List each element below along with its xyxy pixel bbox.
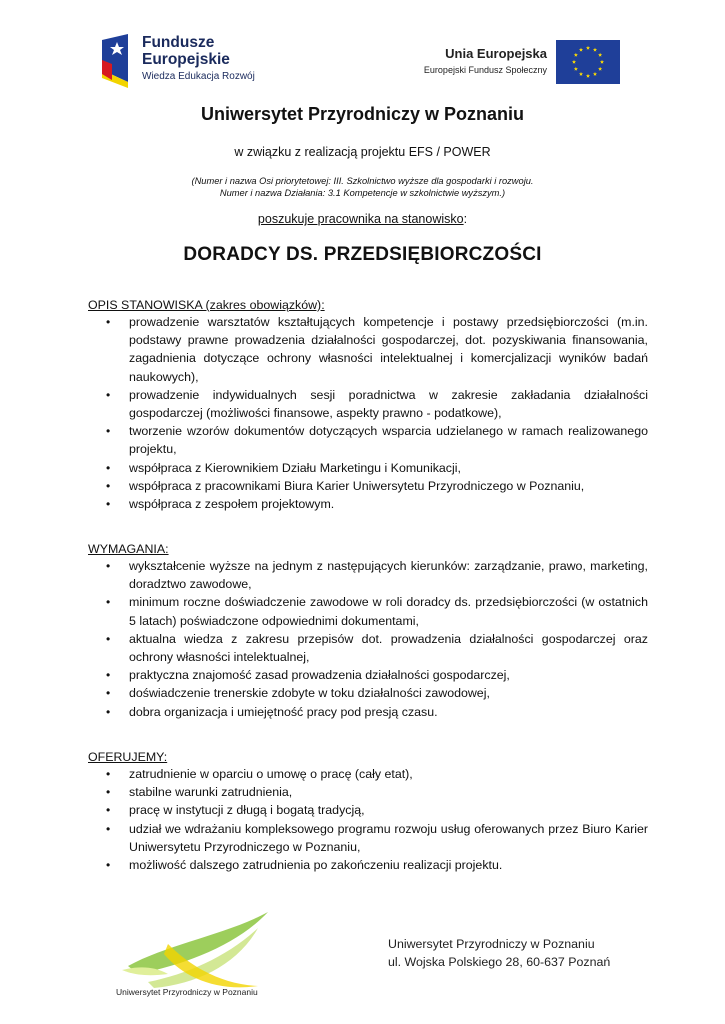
list-item-text: możliwość dalszego zatrudnienia po zakończeniu realizacji projektu. — [129, 858, 503, 873]
list-item — [88, 422, 648, 458]
list-item-text: stabilne warunki zatrudnienia, — [129, 785, 293, 800]
bullet-icon: • — [106, 559, 111, 573]
list-item-text: praktyczna znajomość zasad prowadzenia działalności gospodarczej, — [129, 668, 510, 683]
list-item-text: prowadzenie indywidualnych sesji poradnictwa w zakresie zakładania działalności gospodarczej (możliwości finansowe, aspekty prawno - podatkowe), — [129, 387, 648, 421]
bullet-icon: • — [106, 686, 111, 701]
bullet-icon: • — [106, 858, 111, 873]
bullet-icon: • — [106, 478, 111, 493]
priority-axis-note: (Numer i nazwa Osi priorytetowej: III. Szkolnictwo wyższe dla gospodarki i rozwoju. Numer i nazwa Działania: 3.1 Kompetencje w szkolnictwie wyższym.) — [191, 176, 534, 198]
footer-address-line1: Uniwersytet Przyrodniczy w Poznaniu — [388, 937, 595, 951]
list-item — [88, 495, 648, 513]
footer-address-line2: ul. Wojska Polskiego 28, 60-637 Poznań — [388, 955, 611, 969]
bullet-icon: • — [106, 668, 111, 683]
fe-logo-title: Fundusze Europejskie — [142, 34, 230, 68]
list-item-text: prowadzenie warsztatów kształtujących kompetencje i postawy przedsiębiorczości (m.in. podstawy prawne prowadzenia działalności gospodarczej, dot. pozyskiwania finansowania, zagadnienia dotyczące ochrony własności intelektualnej i komercjalizacji wyników badań naukowych), — [129, 315, 648, 384]
bullet-icon: • — [106, 767, 111, 781]
list-item-text: doświadczenie trenerskie zdobyte w toku działalności zawodowej, — [129, 686, 490, 701]
list-item-text: współpraca z zespołem projektowym. — [129, 497, 335, 512]
ue-logo-title: Unia Europejska — [445, 46, 547, 61]
list-item — [88, 666, 648, 684]
list-item — [88, 386, 648, 422]
bullet-icon: • — [106, 595, 111, 610]
list-item-text: wykształcenie wyższe na jednym z następujących kierunków: zarządzanie, prawo, marketing, doradztwo zawodowe, — [129, 559, 648, 592]
bullet-icon: • — [106, 785, 111, 800]
offer-list — [88, 765, 648, 874]
list-item — [88, 459, 648, 477]
list-item-text: pracę w instytucji z długą i bogatą tradycją, — [129, 803, 365, 818]
list-item — [88, 820, 648, 856]
eu-flag-icon — [556, 40, 620, 84]
duties-list — [88, 313, 648, 513]
list-item — [88, 703, 648, 721]
footer-logo-caption: Uniwersytet Przyrodniczy w Poznaniu — [116, 987, 258, 997]
list-item — [88, 630, 648, 666]
bullet-icon: • — [106, 821, 111, 836]
list-item — [88, 765, 648, 783]
list-item — [88, 477, 648, 495]
list-item — [88, 856, 648, 874]
list-item-text: aktualna wiedza z zakresu przepisów dot. prowadzenia działalności gospodarczej oraz ochrony własności intelektualnej, — [129, 631, 648, 665]
bullet-icon: • — [106, 460, 111, 475]
bullet-icon: • — [106, 315, 111, 329]
list-item-text: tworzenie wzorów dokumentów dotyczących wsparcia udzielanego w ramach realizowanego projektu, — [129, 424, 648, 457]
duties-heading: OPIS STANOWISKA (zakres obowiązków): — [88, 298, 325, 312]
list-item — [88, 783, 648, 801]
list-item-text: udział we wdrażaniu kompleksowego programu rozwoju usług oferowanych przez Biuro Karier Uniwersytetu Przyrodniczego w Poznaniu, — [129, 821, 648, 854]
fe-logo-mark-icon — [98, 30, 132, 88]
bullet-icon: • — [106, 497, 111, 512]
ue-logo-subtitle: Europejski Fundusz Społeczny — [423, 65, 547, 75]
bullet-icon: • — [106, 631, 111, 646]
list-item — [88, 593, 648, 629]
university-swoosh-logo-icon — [108, 904, 276, 1000]
list-item-text: współpraca z Kierownikiem Działu Marketingu i Komunikacji, — [129, 460, 461, 475]
offer-heading: OFERUJEMY: — [88, 750, 168, 764]
list-item — [88, 557, 648, 593]
bullet-icon: • — [106, 387, 111, 402]
unia-europejska-logo — [405, 40, 625, 90]
fe-logo-subtitle: Wiedza Edukacja Rozwój — [142, 71, 255, 82]
duties-section — [88, 297, 648, 513]
seeking-line: poszukuje pracownika na stanowisko: — [257, 212, 468, 226]
university-title: Uniwersytet Przyrodniczy w Poznaniu — [200, 104, 525, 124]
list-item-text: zatrudnienie w oparciu o umowę o pracę (cały etat), — [129, 767, 413, 781]
requirements-heading: WYMAGANIA: — [88, 542, 169, 556]
list-item-text: minimum roczne doświadczenie zawodowe w roli doradcy ds. przedsiębiorczości (w ostatnich 5 latach) poświadczone odpowiednimi dokumentami, — [129, 595, 648, 628]
list-item — [88, 801, 648, 819]
bullet-icon: • — [106, 803, 111, 818]
list-item-text: dobra organizacja i umiejętność pracy pod presją czasu. — [129, 704, 438, 719]
requirements-section — [88, 541, 648, 721]
footer-address — [388, 935, 610, 971]
project-intro: w związku z realizacją projektu EFS / POWER — [234, 145, 491, 159]
offer-section — [88, 749, 648, 874]
position-title: DORADCY DS. PRZEDSIĘBIORCZOŚCI — [183, 244, 542, 265]
list-item-text: współpraca z pracownikami Biura Karier Uniwersytetu Przyrodniczego w Poznaniu, — [129, 478, 585, 493]
bullet-icon: • — [106, 424, 111, 439]
bullet-icon: • — [106, 704, 111, 719]
list-item — [88, 684, 648, 702]
list-item — [88, 313, 648, 386]
fundusze-europejskie-logo — [98, 30, 268, 90]
requirements-list — [88, 557, 648, 721]
